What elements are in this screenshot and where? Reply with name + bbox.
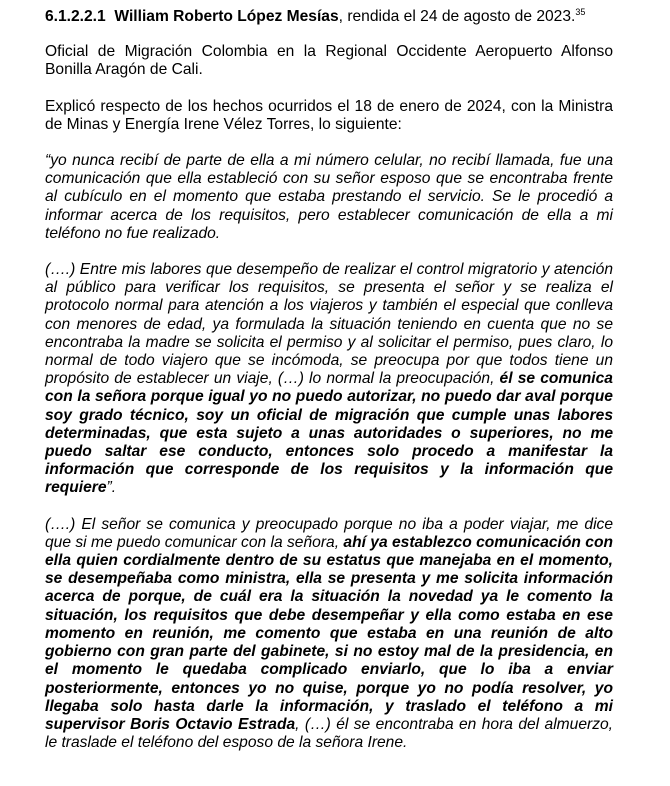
witness-role-paragraph: Oficial de Migración Colombia en la Regional Occidente Aeropuerto Alfonso Bonilla Aragón de Cali.	[45, 43, 613, 79]
witness-name: William Roberto López Mesías	[114, 8, 339, 25]
testimony-quote-1: “yo nunca recibí de parte de ella a mi número celular, no recibí llamada, fue una comunicación que ella estableció con su señor esposo que se encontraba frente al cubículo en el momento que estaba prestando el servicio. Se le procedió a informar acerca de los requisitos, pero establecer comunicación de ella a mi teléfono no fue realizado.	[45, 152, 613, 242]
quote-3-text-start: (….) El señor se comunica y preocupado porque no iba a poder viajar, me dice que si me puedo comunicar con la señora,	[45, 515, 613, 551]
testimony-quote-3	[45, 516, 613, 753]
testimony-quote-2	[45, 261, 613, 498]
heading-detail: , rendida el 24 de agosto de 2023.	[338, 8, 576, 25]
section-number: 6.1.2.2.1	[45, 8, 106, 25]
quote-3-text-end: , (…) él se encontraba en hora del almuerzo, le traslade el teléfono del esposo de la señora Irene.	[45, 715, 613, 752]
quote-2-closing: ”.	[106, 479, 117, 497]
quote-2-emphasis: él se comunica con la señora porque igual yo no puedo autorizar, no puedo dar aval porque soy grado técnico, soy un oficial de migración que cumple unas labores determinadas, que esta sujeto a unas autoridades o superiores, no me puedo saltar ese conducto, entonces solo procedo a manifestar la información que corresponde de los requisitos y la información que requiere	[45, 370, 613, 497]
intro-paragraph: Explicó respecto de los hechos ocurridos el 18 de enero de 2024, con la Ministra de Minas y Energía Irene Vélez Torres, lo siguiente:	[45, 97, 613, 133]
quote-3-emphasis: ahí ya establezco comunicación con ella quien cordialmente dentro de su estatus que manejaba en el momento, se desempeñaba como ministra, ella se presenta y me solicita información acerca de porque, de cuál era la situación la novedad ya le comento la situación, los requisitos que debe desempeñar y ella como estaba en ese momento en reunión, me comento que estaba en una reunión de alto gobierno con gran parte del gabinete, si no estoy mal de la presidencia, en el momento le quedaba complicado enviarlo, que lo iba a enviar posteriormente, entonces yo no quise, porque yo no podía resolver, yo llegaba solo hasta darle la información, y traslado el teléfono a mi supervisor Boris Octavio Estrada	[45, 533, 613, 733]
quote-2-text: (….) Entre mis labores que desempeño de realizar el control migratorio y atención al público para verificar los requisitos, se presenta el señor y se realiza el protocolo normal para atención a los viajeros y también el especial que conlleva con menores de edad, ya formulada la situación teniendo en cuenta que no se encontraba la madre se solicita el permiso y al solicitar el permiso, pues claro, lo normal de todo viajero que se incómoda, se preocupa por que todos tiene un propósito de establecer un viaje, (…) lo normal la preocupación,	[45, 261, 613, 388]
footnote-marker: 35	[575, 6, 586, 17]
section-heading	[45, 8, 613, 26]
